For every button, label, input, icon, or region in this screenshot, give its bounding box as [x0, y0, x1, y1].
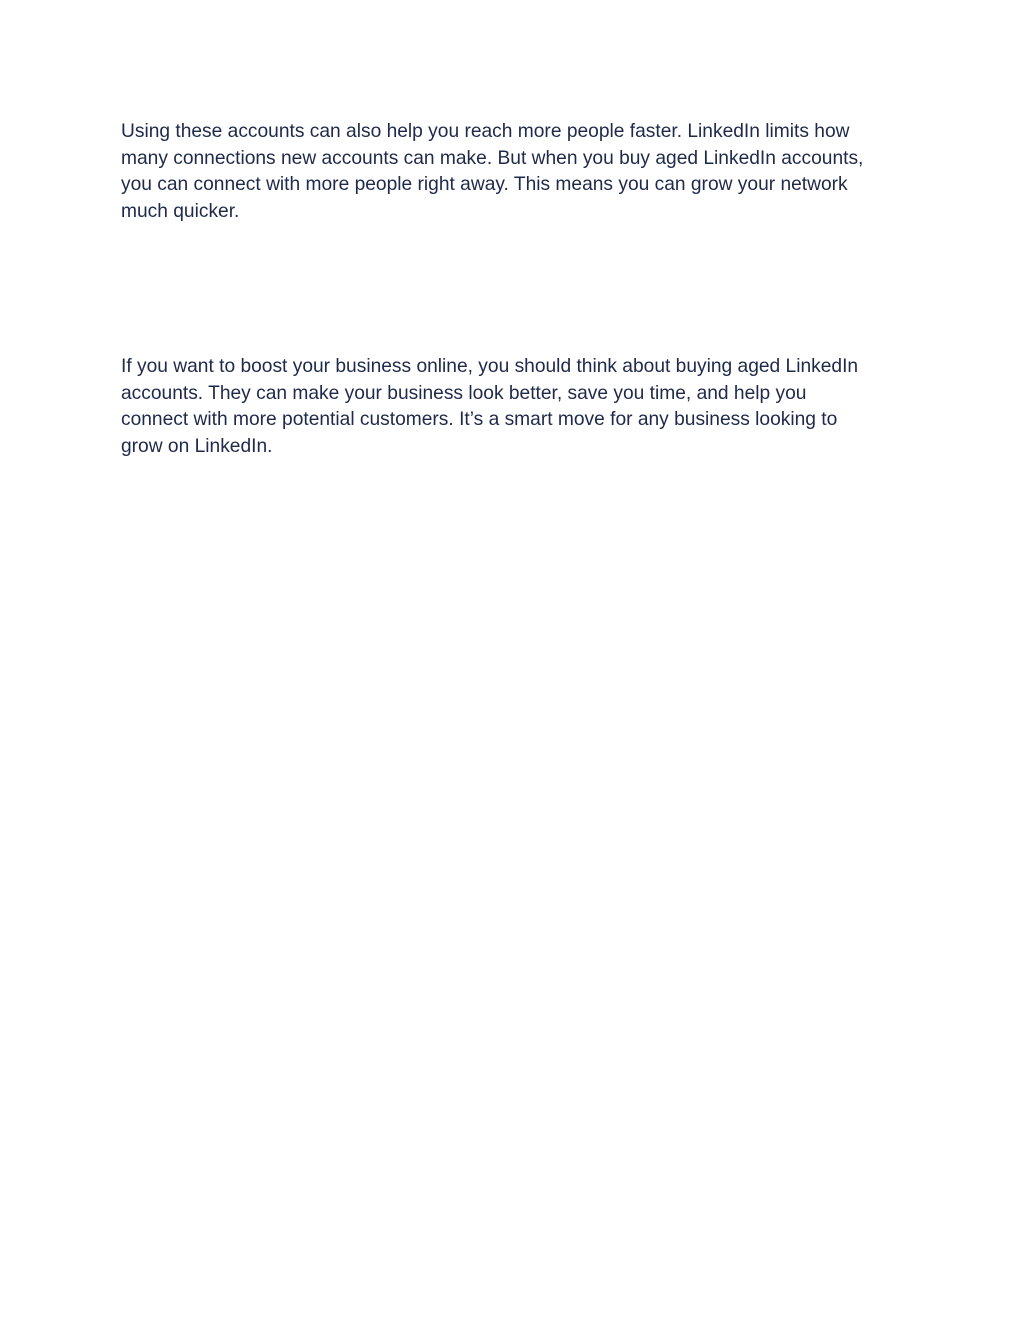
paragraph-reach-more-people: [121, 119, 911, 226]
paragraph-line: many connections new accounts can make. But when you buy aged LinkedIn accounts,: [121, 147, 864, 169]
paragraph-line: you can connect with more people right away. This means you can grow your network: [121, 174, 848, 196]
paragraph-line: accounts. They can make your business look better, save you time, and help you: [121, 382, 807, 404]
paragraph-line: If you want to boost your business online, you should think about buying aged LinkedIn: [121, 356, 859, 377]
paragraph-line: much quicker.: [121, 201, 240, 223]
paragraph-boost-business: [121, 354, 911, 461]
paragraph-line: connect with more potential customers. It’s a smart move for any business looking to: [121, 409, 838, 431]
paragraph-line: grow on LinkedIn.: [121, 436, 273, 458]
paragraph-line: Using these accounts can also help you reach more people faster. LinkedIn limits how: [121, 121, 850, 142]
